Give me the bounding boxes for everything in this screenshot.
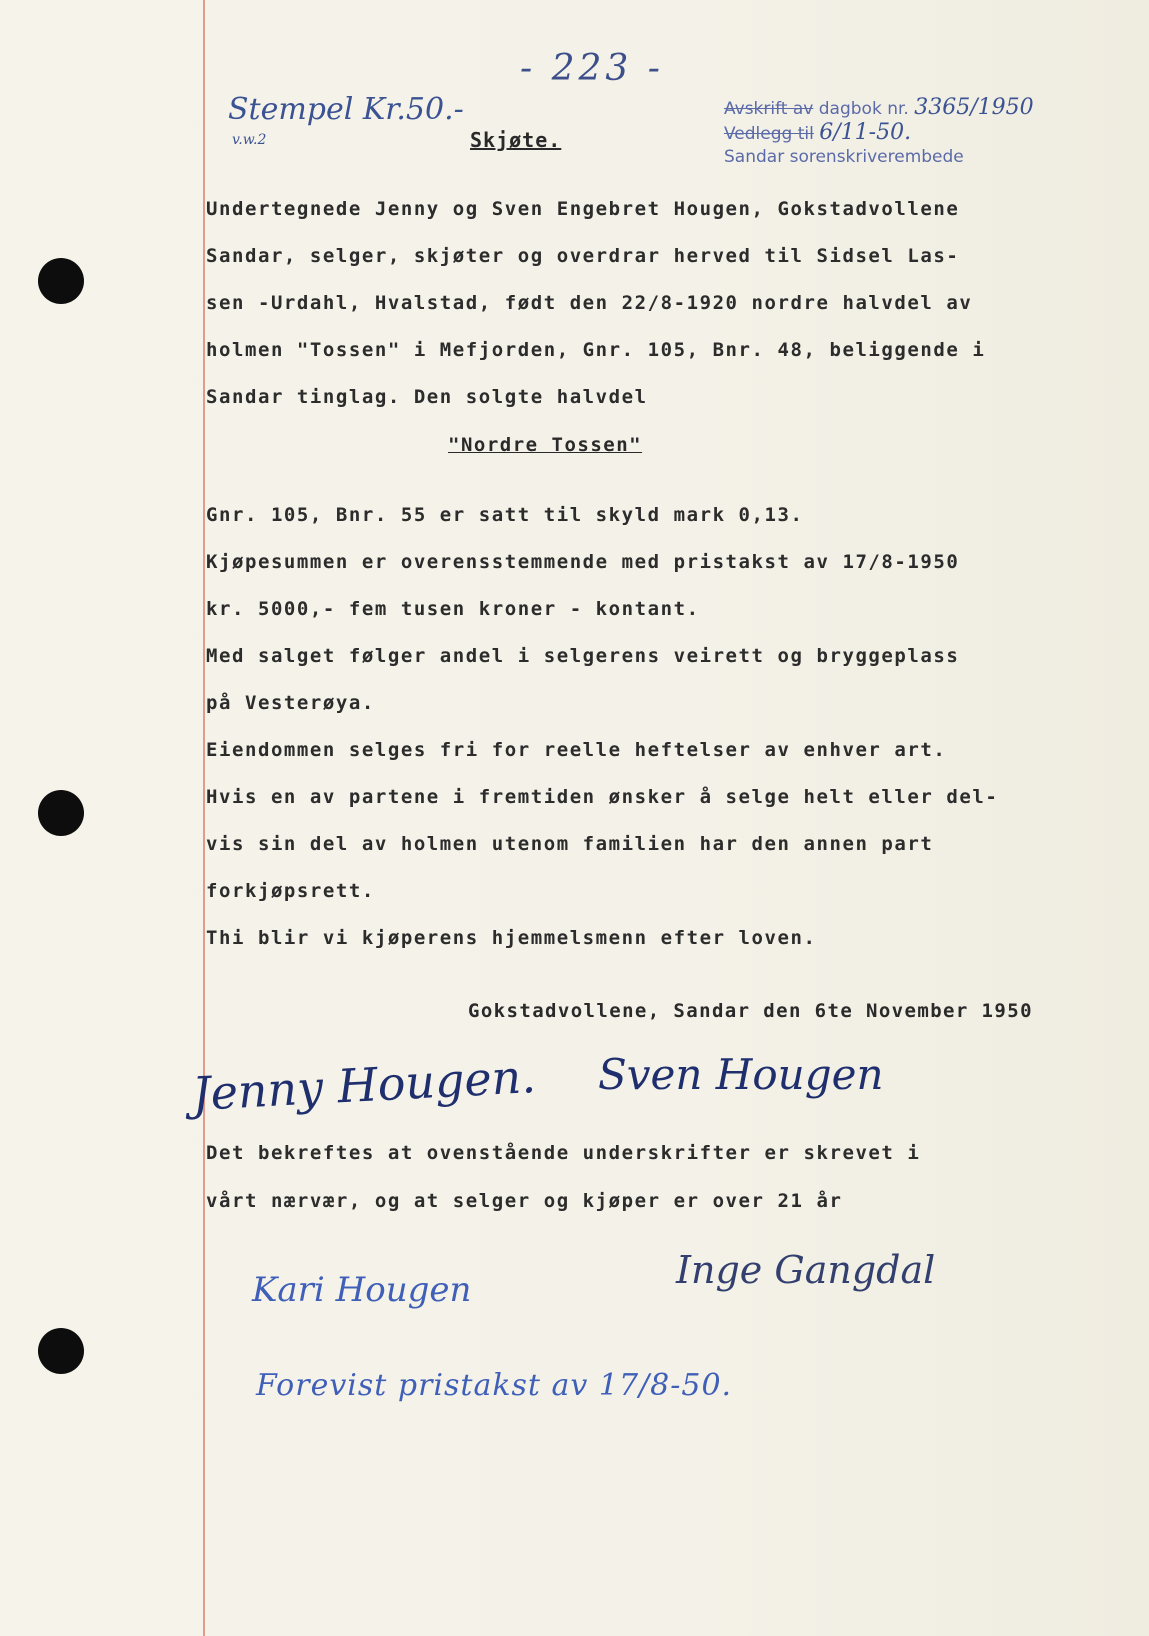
text-line: Hvis en av partene i fremtiden ønsker å selge helt eller del- bbox=[206, 786, 999, 808]
handwritten-note: Forevist pristakst av 17/8-50. bbox=[256, 1368, 733, 1403]
text-line: sen -Urdahl, Hvalstad, født den 22/8-1920 nordre halvdel av bbox=[206, 292, 973, 314]
document-title: Skjøte. bbox=[470, 128, 562, 152]
text-line: Undertegnede Jenny og Sven Engebret Hougen, Gokstadvollene bbox=[206, 198, 960, 220]
signature-seller-1: Jenny Hougen. bbox=[190, 1049, 538, 1121]
punch-hole bbox=[38, 1328, 84, 1374]
text-line: Eiendommen selges fri for reelle heftelser av enhver art. bbox=[206, 739, 947, 761]
text-line: Sandar, selger, skjøter og overdrar herved til Sidsel Las- bbox=[206, 245, 960, 267]
dagbok-number: 3365/1950 bbox=[914, 95, 1034, 120]
property-name: "Nordre Tossen" bbox=[448, 434, 643, 456]
stamp-fee-initials: v.w.2 bbox=[232, 132, 267, 148]
stamp-line-1 bbox=[724, 96, 1034, 121]
text-line: vis sin del av holmen utenom familien har den annen part bbox=[206, 833, 934, 855]
stamp-struck-text: Vedlegg til bbox=[724, 124, 814, 144]
stamp-line-2 bbox=[724, 121, 1034, 146]
punch-hole bbox=[38, 790, 84, 836]
text-line: forkjøpsrett. bbox=[206, 880, 375, 902]
witness-text-line: Det bekreftes at ovenstående underskrifter er skrevet i bbox=[206, 1142, 921, 1164]
text-line: Sandar tinglag. Den solgte halvdel bbox=[206, 386, 648, 408]
text-line: Kjøpesummen er overensstemmende med pristakst av 17/8-1950 bbox=[206, 551, 960, 573]
signature-seller-2: Sven Hougen bbox=[598, 1050, 884, 1099]
registry-stamp bbox=[724, 96, 1034, 169]
signature-witness-2: Inge Gangdal bbox=[676, 1248, 936, 1292]
text-line: kr. 5000,- fem tusen kroner - kontant. bbox=[206, 598, 700, 620]
text-line: Thi blir vi kjøperens hjemmelsmenn efter loven. bbox=[206, 927, 817, 949]
place-date-line: Gokstadvollene, Sandar den 6te November 1950 bbox=[468, 1000, 1033, 1022]
stamp-line-3: Sandar sorenskriverembede bbox=[724, 147, 964, 167]
stamp-date: 6/11-50. bbox=[819, 120, 912, 145]
margin-line bbox=[203, 0, 205, 1636]
text-line: på Vesterøya. bbox=[206, 692, 375, 714]
signature-witness-1: Kari Hougen bbox=[252, 1270, 472, 1310]
page-number: - 223 - bbox=[520, 48, 664, 89]
stamp-struck-text: Avskrift av bbox=[724, 99, 814, 119]
text-line: holmen "Tossen" i Mefjorden, Gnr. 105, Bnr. 48, beliggende i bbox=[206, 339, 986, 361]
stamp-fee-note: Stempel Kr.50.- bbox=[228, 92, 464, 127]
witness-text-line: vårt nærvær, og at selger og kjøper er over 21 år bbox=[206, 1190, 843, 1212]
punch-hole bbox=[38, 258, 84, 304]
text-line: Gnr. 105, Bnr. 55 er satt til skyld mark 0,13. bbox=[206, 504, 804, 526]
text-line: Med salget følger andel i selgerens veirett og bryggeplass bbox=[206, 645, 960, 667]
stamp-dagbok-label: dagbok nr. bbox=[818, 99, 909, 119]
